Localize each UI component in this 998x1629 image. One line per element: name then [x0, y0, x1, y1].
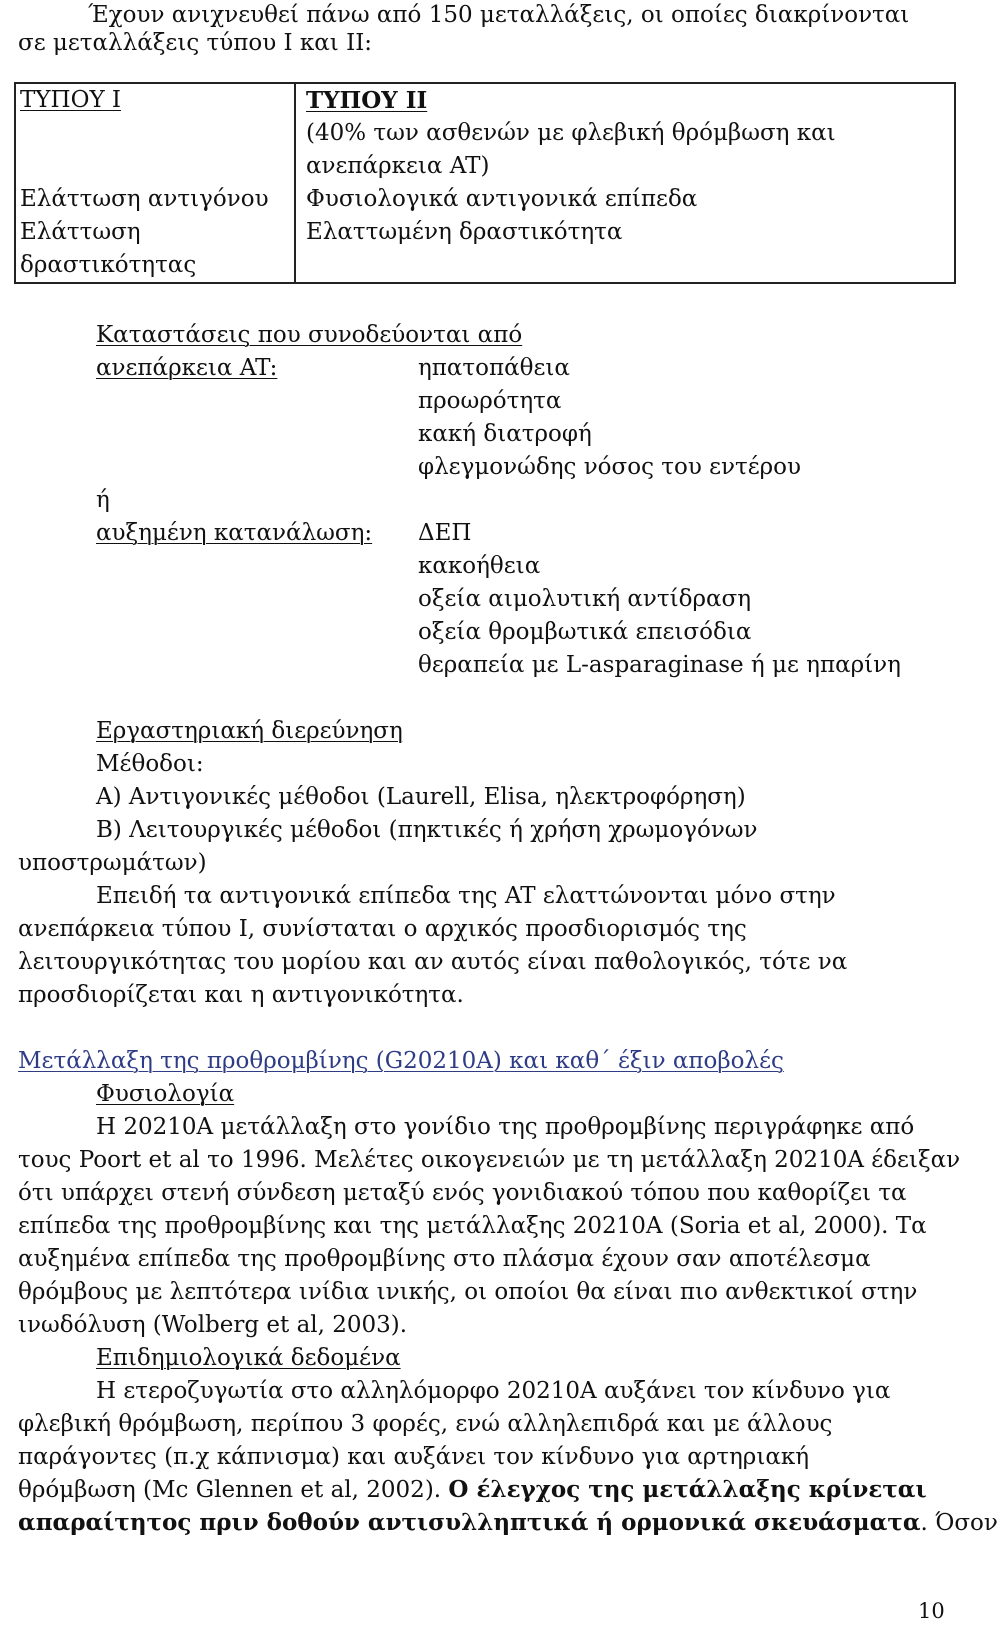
type2-line-4: Ελαττωμένη δραστικότητα	[306, 219, 623, 245]
prothrombin-section-title: Μετάλλαξη της προθρομβίνης (G20210A) και καθ΄ έξιν αποβολές	[18, 1048, 784, 1074]
method-b-line-1: B) Λειτουργικές μέθοδοι (πηκτικές ή χρήση χρωμογόνων	[96, 817, 758, 843]
lab-paragraph-line: Επειδή τα αντιγονικά επίπεδα της AT ελαττώνονται μόνο στην	[96, 883, 836, 909]
epidemiology-heading: Επιδημιολογικά δεδομένα	[96, 1345, 401, 1371]
consumption-item: οξεία αιμολυτική αντίδραση	[418, 586, 752, 612]
intro-line-1: Έχουν ανιχνευθεί πάνω από 150 μεταλλάξεις, οι οποίες διακρίνονται	[88, 2, 910, 28]
type2-line-3: Φυσιολογικά αντιγονικά επίπεδα	[306, 186, 698, 212]
consumption-item: οξεία θρομβωτικά επεισόδια	[418, 619, 752, 645]
condition-item: κακή διατροφή	[418, 421, 592, 447]
epi-line-5-bold: απαραίτητος πριν δοθούν αντισυλληπτικά ή ορμονικά σκευάσματα	[18, 1509, 921, 1536]
physiology-line: H 20210A μετάλλαξη στο γονίδιο της προθρομβίνης περιγράφηκε από	[96, 1114, 915, 1140]
type2-cell	[295, 83, 955, 283]
physiology-line: ότι υπάρχει στενή σύνδεση μεταξύ ενός γονιδιακού τόπου που καθορίζει τα	[18, 1180, 907, 1206]
epi-line-4-text: θρόμβωση (Mc Glennen et al, 2002).	[18, 1477, 442, 1503]
type1-line-1: Ελάττωση αντιγόνου	[20, 186, 269, 212]
epidemiology-line: φλεβική θρόμβωση, περίπου 3 φορές, ενώ αλληλεπιδρά και με άλλους	[18, 1411, 833, 1437]
physiology-line: τους Poort et al το 1996. Μελέτες οικογενειών με τη μετάλλαξη 20210A έδειξαν	[18, 1147, 961, 1173]
type1-line-3: δραστικότητας	[20, 252, 197, 278]
mutation-types-table	[14, 82, 956, 284]
consumption-item: ΔΕΠ	[418, 520, 472, 546]
physiology-line: αυξημένα επίπεδα της προθρομβίνης στο πλάσμα έχουν σαν αποτέλεσμα	[18, 1246, 871, 1272]
condition-item: προωρότητα	[418, 388, 562, 414]
method-b-line-2: υποστρωμάτων)	[18, 850, 207, 876]
methods-label: Μέθοδοι:	[96, 751, 204, 777]
intro-line-2: σε μεταλλάξεις τύπου I και II:	[18, 30, 373, 56]
physiology-line: ινωδόλυση (Wolberg et al, 2003).	[18, 1312, 408, 1338]
conditions-heading-1: Καταστάσεις που συνοδεύονται από	[96, 322, 523, 348]
physiology-line: θρόμβους με λεπτότερα ινίδια ινικής, οι οποίοι θα είναι πιο ανθεκτικοί στην	[18, 1279, 918, 1305]
epi-line-4-bold: O έλεγχος της μετάλλαξης κρίνεται	[448, 1476, 927, 1503]
page-number: 10	[918, 1599, 945, 1623]
consumption-item: κακοήθεια	[418, 553, 541, 579]
type2-header: ΤΥΠΟΥ II	[306, 87, 428, 114]
physiology-heading: Φυσιολογία	[96, 1081, 235, 1107]
method-a: A) Αντιγονικές μέθοδοι (Laurell, Elisa, ηλεκτροφόρηση)	[96, 784, 746, 810]
condition-item: φλεγμονώδης νόσος του εντέρου	[418, 454, 802, 480]
lab-heading: Εργαστηριακή διερεύνηση	[96, 718, 403, 744]
conditions-heading-2: ανεπάρκεια AT:	[96, 355, 278, 381]
condition-item: ηπατοπάθεια	[418, 355, 570, 381]
epidemiology-line: παράγοντες (π.χ κάπνισμα) και αυξάνει τον κίνδυνο για αρτηριακή	[18, 1444, 810, 1470]
lab-paragraph-line: ανεπάρκεια τύπου I, συνίσταται ο αρχικός προσδιορισμός της	[18, 916, 747, 942]
consumption-item: θεραπεία με L-asparaginase ή με ηπαρίνη	[418, 652, 901, 678]
epidemiology-line	[18, 1508, 998, 1538]
physiology-line: επίπεδα της προθρομβίνης και της μετάλλαξης 20210A (Soria et al, 2000). Τα	[18, 1213, 927, 1239]
conditions-or: ή	[96, 487, 110, 513]
type1-line-2: Ελάττωση	[20, 219, 141, 245]
type2-line-1: (40% των ασθενών με φλεβική θρόμβωση και	[306, 120, 836, 146]
epi-line-5-tail: . Όσον	[920, 1510, 998, 1536]
lab-paragraph-line: λειτουργικότητας του μορίου και αν αυτός είναι παθολογικός, τότε να	[18, 949, 848, 975]
type2-line-2: ανεπάρκεια AT)	[306, 153, 490, 179]
lab-paragraph-line: προσδιορίζεται και η αντιγονικότητα.	[18, 982, 464, 1008]
consumption-label: αυξημένη κατανάλωση:	[96, 520, 373, 546]
type1-cell	[15, 83, 295, 283]
epidemiology-line: H ετεροζυγωτία στο αλληλόμορφο 20210A αυξάνει τον κίνδυνο για	[96, 1378, 891, 1404]
epidemiology-line	[18, 1475, 927, 1505]
type1-header: ΤΥΠΟΥ I	[20, 87, 122, 113]
